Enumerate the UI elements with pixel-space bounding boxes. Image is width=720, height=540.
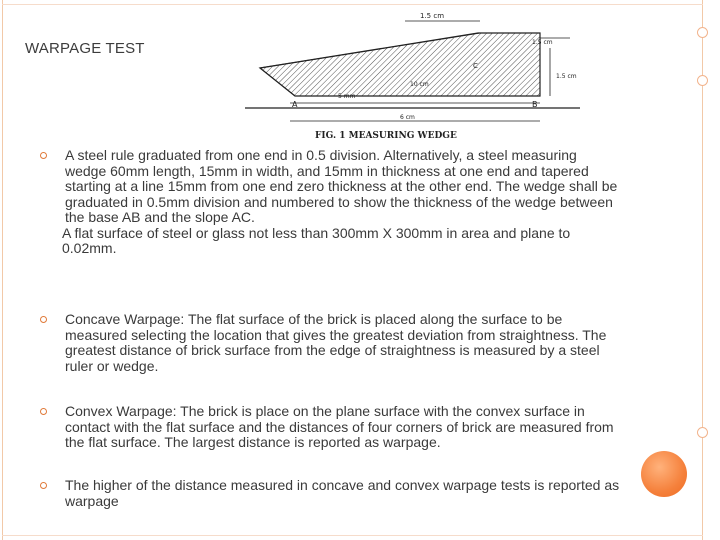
rail-dot — [697, 27, 708, 38]
dim-top-label: 1.5 cm — [420, 12, 445, 20]
point-a-label: A — [292, 100, 298, 109]
wedge-shape — [260, 33, 540, 96]
bullet-item — [40, 312, 620, 374]
dim-mid-label: 5 mm — [338, 93, 356, 100]
bullet-icon — [40, 316, 47, 323]
left-rule — [2, 0, 3, 540]
figure-caption: FIG. 1 MEASURING WEDGE — [315, 131, 457, 141]
rail-dot — [697, 427, 708, 438]
bullet-text: Convex Warpage: The brick is place on the plane surface with the convex surface in contact with the flat surface and the distances of four corners of brick are measured from the flat surface. The largest distance is reported as warpage. — [65, 403, 614, 450]
bottom-rule — [2, 535, 703, 536]
bullet-item — [40, 478, 620, 509]
point-b-label: B — [532, 100, 538, 109]
decorative-circle — [641, 451, 687, 497]
bullet-text: A steel rule graduated from one end in 0.5 division. Alternatively, a steel measuring wedge 60mm length, 15mm in width, and 15mm in thickness at one end and tapered starting at a line 15mm from one end zero thickness at the other end. The wedge shall be graduated in 0.5mm division and numbered to show the thickness of the wedge between the base AB and the slope AC. — [65, 147, 618, 225]
bullet-continuation: A flat surface of steel or glass not less than 300mm X 300mm in area and plane to 0.02mm. — [62, 224, 571, 256]
bullet-icon — [40, 152, 47, 159]
dim-side-top-label: 1.5 cm — [532, 39, 553, 46]
bullet-item — [40, 148, 620, 257]
bullet-icon — [40, 408, 47, 415]
dim-height-label: 1.5 cm — [556, 73, 577, 80]
dim-bottom-label: 6 cm — [400, 114, 415, 121]
top-rule — [2, 4, 703, 5]
bullet-item — [40, 404, 620, 451]
measuring-wedge-figure — [240, 8, 580, 143]
rail-dot — [697, 75, 708, 86]
dim-length-label: 10 cm — [410, 81, 429, 88]
slide-title: WARPAGE TEST — [25, 40, 145, 57]
bullet-text: Concave Warpage: The flat surface of the brick is placed along the surface to be measured selecting the location that gives the greatest deviation from straightness. The greatest distance of brick surface from the edge of straightness is measured by a steel ruler or wedge. — [65, 311, 607, 374]
point-c-label: C — [473, 62, 478, 70]
bullet-text: The higher of the distance measured in concave and convex warpage tests is reported as warpage — [65, 477, 620, 509]
bullet-icon — [40, 482, 47, 489]
